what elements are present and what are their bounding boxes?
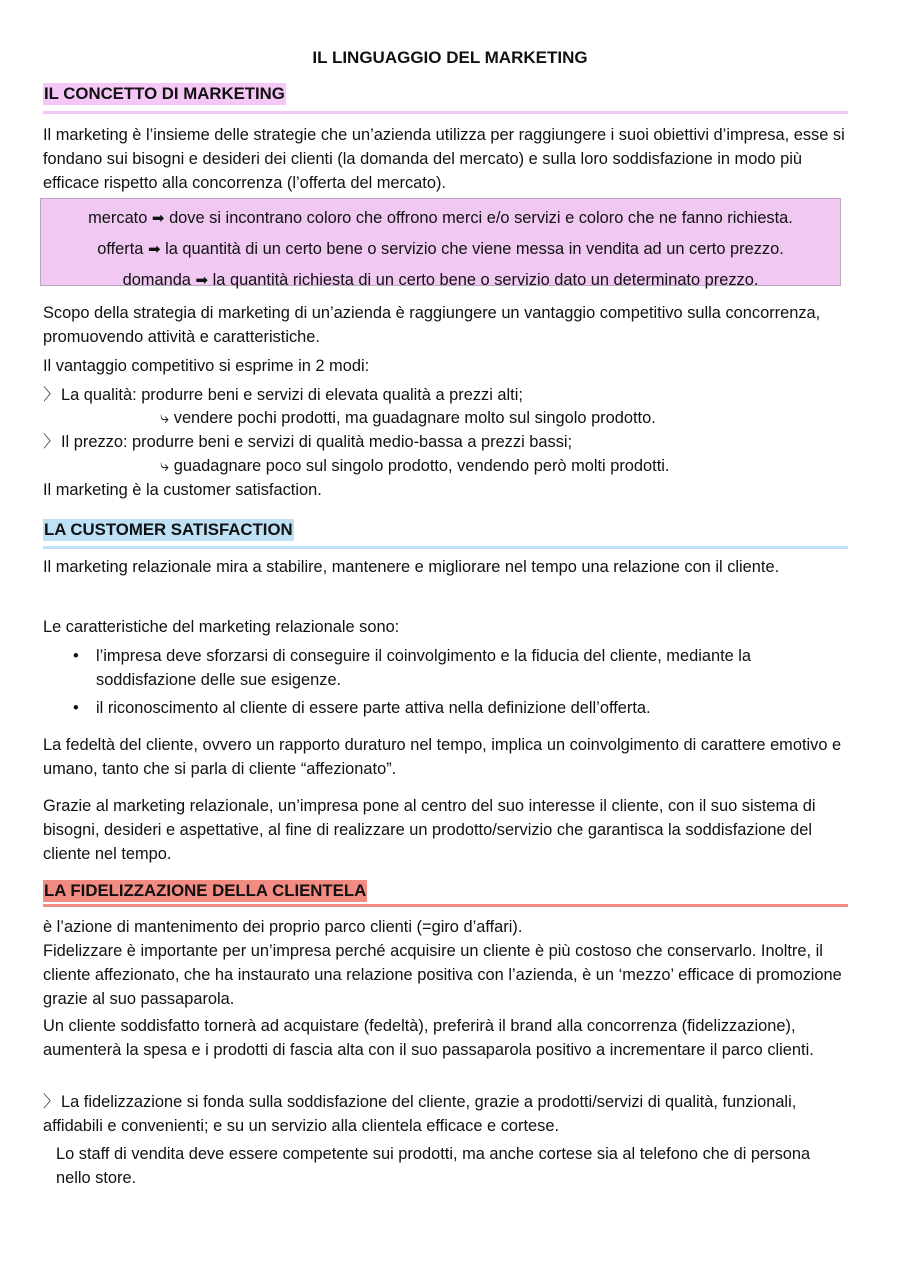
- list-item: [43, 644, 848, 692]
- paragraph-staff: Lo staff di vendita deve essere competente sui prodotti, ma anche cortese sia al telefono che di persona nello store.: [56, 1145, 811, 1187]
- paragraph-intro: Il marketing è l’insieme delle strategie che un’azienda utilizza per raggiungere i suoi obiettivi d’impresa, esse si fondano sui bisogni e desideri dei clienti (la domanda del mercato) e sulla loro soddisfazione in modo più efficace rispetto alla concorrenza (l’offerta del mercato).: [43, 126, 845, 192]
- advantage-result-text: guadagnare poco sul singolo prodotto, vendendo però molti prodotti.: [173, 457, 670, 475]
- advantage-price: [43, 430, 848, 454]
- advantage-quality-result: [160, 406, 656, 430]
- return-arrow-icon: ⤷: [160, 457, 170, 475]
- definitions-box: [40, 198, 841, 289]
- definition-domanda: [41, 265, 840, 296]
- section-heading: IL CONCETTO DI MARKETING: [44, 84, 285, 103]
- paragraph-closing: Il marketing è la customer satisfaction.: [43, 481, 322, 499]
- return-arrow-icon: ⤷: [160, 409, 170, 427]
- paragraph-importance: Fidelizzare è importante per un’impresa perché acquisire un cliente è più costoso che conservarlo. Inoltre, il cliente affezionato, che ha instaurato una relazione positiva con l’azienda, è un ‘mezzo’ efficace di promozione grazie al suo passaparola.: [43, 942, 842, 1008]
- advantage-result-text: vendere pochi prodotti, ma guadagnare molto sul singolo prodotto.: [173, 409, 656, 427]
- definition-mercato: [41, 203, 840, 234]
- section-divider: [43, 111, 848, 114]
- definition-text: dove si incontrano coloro che offrono merci e/o servizi e coloro che ne fanno richiesta.: [169, 209, 793, 227]
- definition-term: offerta: [97, 240, 144, 258]
- list-item-text: il riconoscimento al cliente di essere parte attiva nella definizione dell’offerta.: [96, 699, 651, 717]
- section-customer-satisfaction: [43, 518, 848, 542]
- section-concetto-marketing: [43, 82, 848, 106]
- paragraph-foundation: [43, 1090, 848, 1138]
- document-title: IL LINGUAGGIO DEL MARKETING: [312, 48, 588, 67]
- paragraph-relational-intro: Il marketing relazionale mira a stabilire, mantenere e migliorare nel tempo una relazione con il cliente.: [43, 558, 780, 576]
- right-arrow-icon: ➡: [147, 241, 161, 258]
- bullet-icon: •: [73, 647, 79, 665]
- advantage-text: La qualità: produrre beni e servizi di elevata qualità a prezzi alti;: [61, 386, 523, 404]
- chevron-right-icon: 〉: [43, 386, 60, 404]
- definition-term: domanda: [122, 271, 191, 289]
- bullet-icon: •: [73, 699, 79, 717]
- paragraph-loyalty: La fedeltà del cliente, ovvero un rapporto duraturo nel tempo, implica un coinvolgimento di carattere emotivo e umano, tanto che si parla di cliente “affezionato”.: [43, 736, 842, 778]
- paragraph-advantage-intro: Il vantaggio competitivo si esprime in 2 modi:: [43, 357, 370, 375]
- list-item-text: l’impresa deve sforzarsi di conseguire il coinvolgimento e la fiducia del cliente, mediante la soddisfazione delle sue esigenze.: [96, 647, 752, 689]
- advantage-price-result: [160, 454, 669, 478]
- section-divider: [43, 904, 848, 907]
- advantage-text: Il prezzo: produrre beni e servizi di qualità medio-bassa a prezzi bassi;: [61, 433, 573, 451]
- section-divider: [43, 546, 848, 549]
- definition-term: mercato: [88, 209, 148, 227]
- section-heading: LA FIDELIZZAZIONE DELLA CLIENTELA: [44, 881, 367, 900]
- definition-text: la quantità richiesta di un certo bene o servizio dato un determinato prezzo.: [212, 271, 759, 289]
- features-list: [43, 644, 848, 720]
- paragraph-foundation-text: La fidelizzazione si fonda sulla soddisfazione del cliente, grazie a prodotti/servizi di qualità, funzionali, affidabili e convenienti; e su un servizio alla clientela efficace e cortese.: [43, 1093, 797, 1135]
- advantage-quality: [43, 383, 848, 407]
- right-arrow-icon: ➡: [151, 210, 165, 227]
- list-item: [43, 696, 848, 720]
- paragraph-thanks: Grazie al marketing relazionale, un’impresa pone al centro del suo interesse il cliente, con il suo sistema di bisogni, desideri e aspettative, al fine di realizzare un prodotto/servizio che garantisca la soddisfazione del cliente nel tempo.: [43, 797, 816, 863]
- paragraph-satisfied-client: Un cliente soddisfatto tornerà ad acquistare (fedeltà), preferirà il brand alla concorrenza (fidelizzazione), aumenterà la spesa e i prodotti di fascia alta con il suo passaparola positivo a incrementare il parco clienti.: [43, 1017, 814, 1059]
- paragraph-scope: Scopo della strategia di marketing di un’azienda è raggiungere un vantaggio competitivo sulla concorrenza, promuovendo attività e caratteristiche.: [43, 304, 821, 346]
- chevron-right-icon: 〉: [43, 1093, 60, 1111]
- section-heading: LA CUSTOMER SATISFACTION: [44, 520, 293, 539]
- definition-offerta: [41, 234, 840, 265]
- paragraph-definition: è l’azione di mantenimento dei proprio parco clienti (=giro d’affari).: [43, 918, 523, 936]
- paragraph-features-intro: Le caratteristiche del marketing relazionale sono:: [43, 618, 400, 636]
- definition-text: la quantità di un certo bene o servizio che viene messa in vendita ad un certo prezzo.: [165, 240, 784, 258]
- right-arrow-icon: ➡: [195, 272, 209, 289]
- chevron-right-icon: 〉: [43, 433, 60, 451]
- section-fidelizzazione: [43, 879, 848, 903]
